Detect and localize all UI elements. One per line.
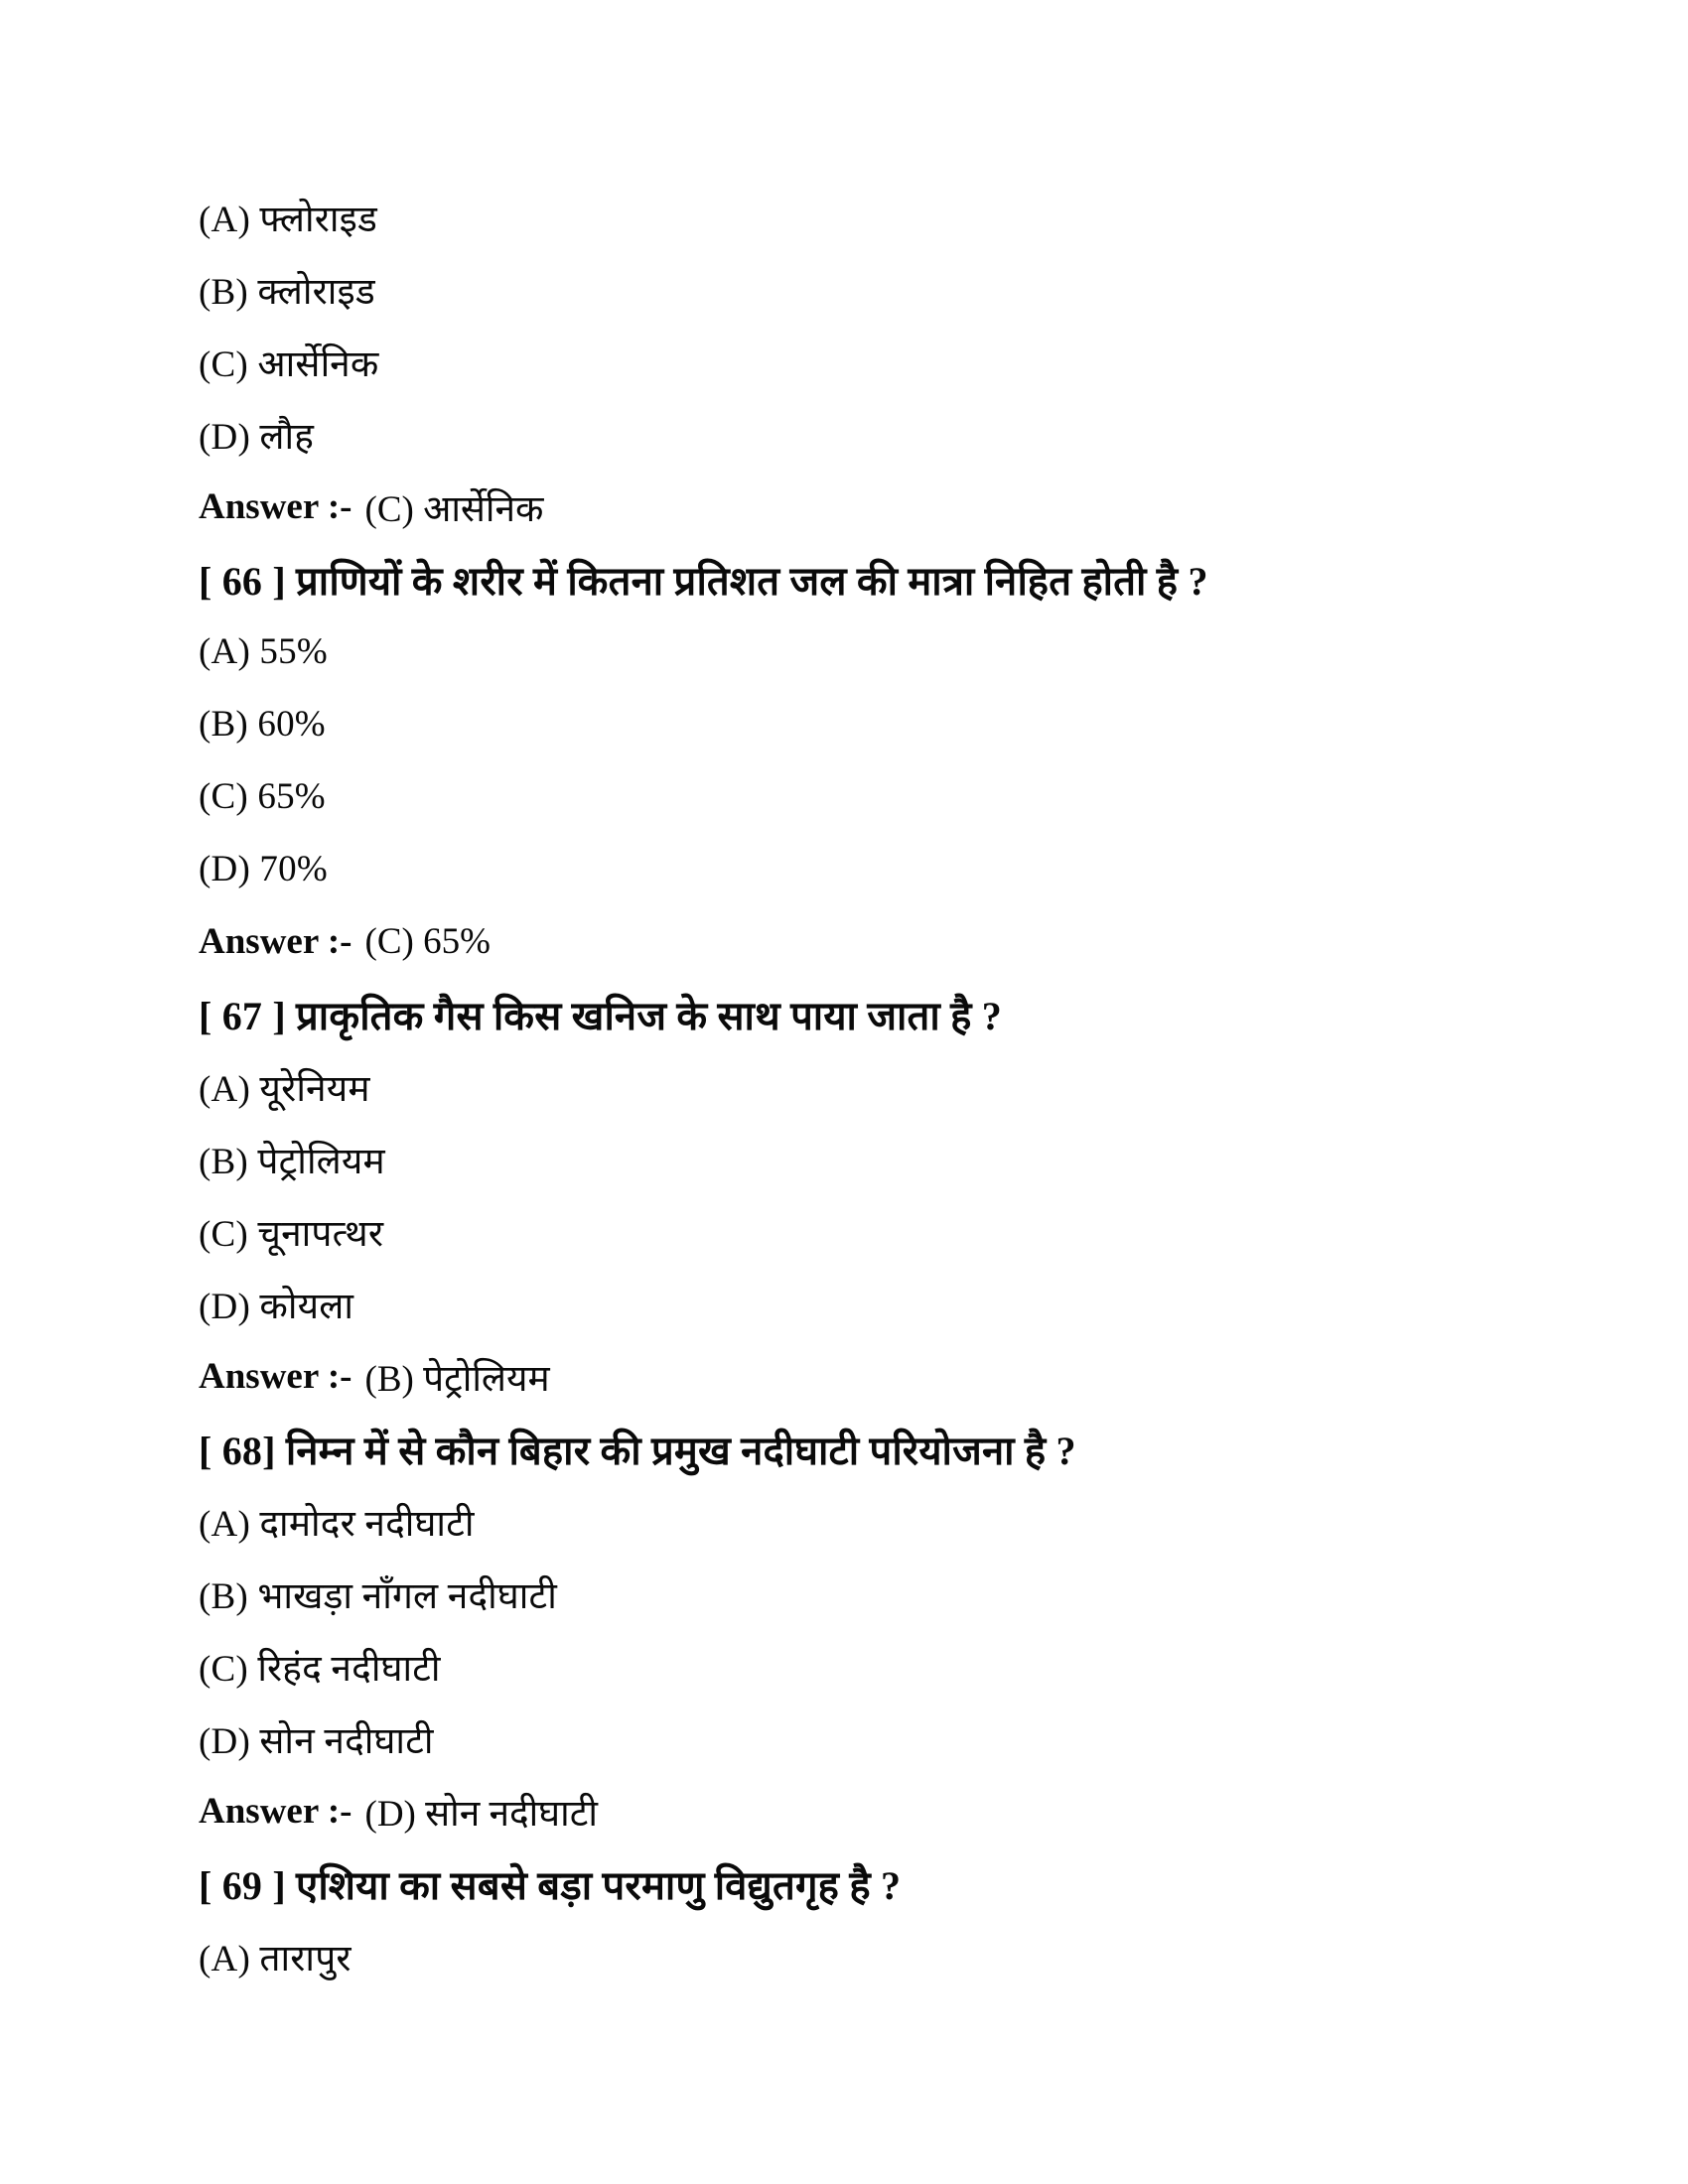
answer-line-65 [199, 471, 1599, 543]
answer-label: Answer :- [199, 1791, 352, 1832]
answer-value-66: (C) 65% [364, 921, 491, 962]
answer-label: Answer :- [199, 921, 352, 962]
option-66-b: (B) 60% [199, 704, 326, 745]
answer-label: Answer :- [199, 1356, 352, 1397]
option-67-b: (B) पेट्रोलियम [199, 1142, 385, 1182]
answer-line-68 [199, 1775, 1599, 1847]
option-68-c: (C) रिहंद नदीघाटी [199, 1649, 441, 1690]
question-67-title: [ 67 ] प्राकृतिक गैस किस खनिज के साथ पाया जाता है ? [199, 994, 1002, 1038]
question-69-title: [ 69 ] एशिया का सबसे बड़ा परमाणु विद्युतगृह है ? [199, 1863, 902, 1908]
option-68-b: (B) भाखड़ा नाँगल नदीघाटी [199, 1576, 557, 1617]
question-block-69 [199, 1847, 1599, 1992]
question-block-65 [199, 181, 1599, 543]
option-67-a: (A) यूरेनियम [199, 1069, 370, 1110]
option-69-a: (A) तारापुर [199, 1939, 352, 1979]
answer-line-66 [199, 905, 1599, 978]
question-block-68 [199, 1413, 1599, 1847]
option-65-d: (D) लौह [199, 417, 315, 458]
option-66-c: (C) 65% [199, 776, 326, 817]
option-66-d: (D) 70% [199, 849, 328, 889]
option-67-d: (D) कोयला [199, 1287, 354, 1327]
answer-label: Answer :- [199, 486, 352, 527]
answer-value-65: (C) आर्सेनिक [364, 489, 544, 530]
question-block-66 [199, 543, 1599, 978]
option-65-b: (B) क्लोराइड [199, 272, 375, 313]
answer-value-67: (B) पेट्रोलियम [364, 1359, 550, 1400]
question-block-67 [199, 978, 1599, 1413]
option-66-a: (A) 55% [199, 631, 328, 672]
option-65-c: (C) आर्सेनिक [199, 344, 379, 385]
option-65-a: (A) फ्लोराइड [199, 200, 378, 240]
answer-value-68: (D) सोन नदीघाटी [364, 1794, 598, 1835]
question-66-title: [ 66 ] प्राणियों के शरीर में कितना प्रतिशत जल की मात्रा निहित होती है ? [199, 559, 1208, 604]
option-68-a: (A) दामोदर नदीघाटी [199, 1504, 475, 1545]
question-68-title: [ 68] निम्न में से कौन बिहार की प्रमुख नदीघाटी परियोजना है ? [199, 1429, 1076, 1473]
option-67-c: (C) चूनापत्थर [199, 1214, 384, 1255]
answer-line-67 [199, 1340, 1599, 1413]
option-68-d: (D) सोन नदीघाटी [199, 1721, 434, 1762]
